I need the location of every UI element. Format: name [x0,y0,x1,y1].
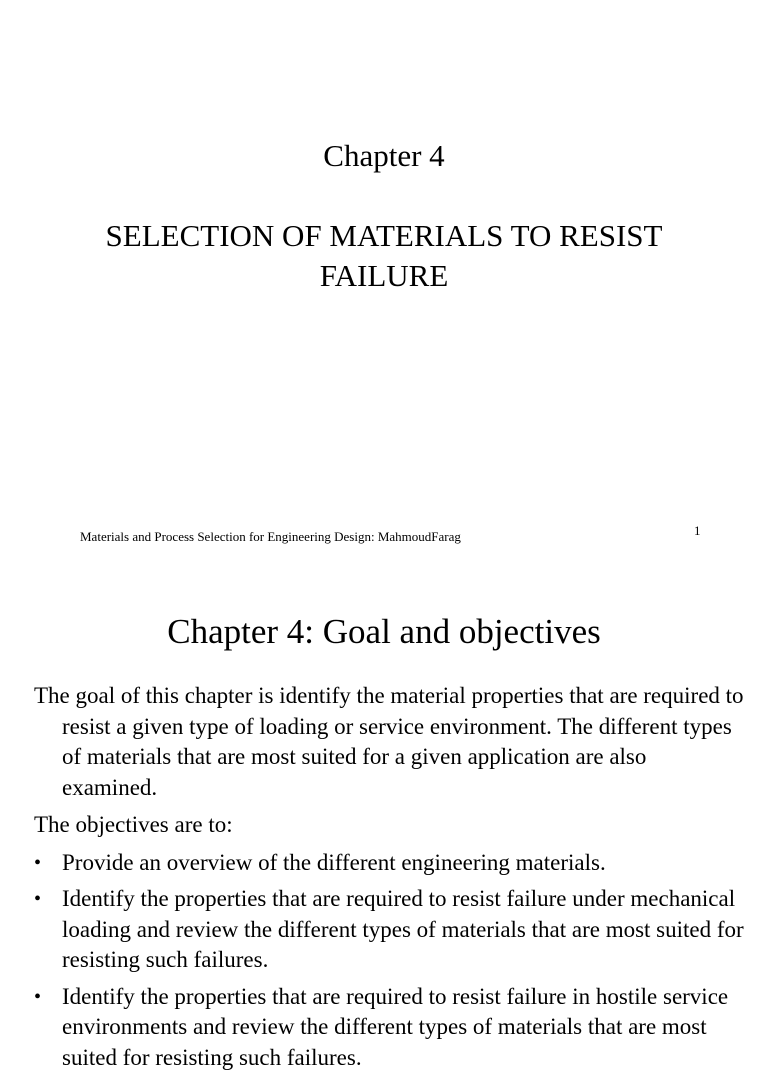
slide-title: SELECTION OF MATERIALS TO RESIST FAILURE [105,218,663,293]
objective-item [34,982,744,1074]
bullet-icon: • [34,851,42,874]
slide-body [34,681,744,1079]
slide-footer: Materials and Process Selection for Engineering Design: MahmoudFarag [80,529,461,544]
chapter-label: Chapter 4 [323,138,445,173]
goal-paragraph: The goal of this chapter is identify the material properties that are required to resist a given type of loading or service environment. The different types of materials that are most suited for a given application are also examined. [34,683,744,800]
objective-item [34,884,744,976]
objective-text: Provide an overview of the different engineering materials. [62,849,606,875]
slide-2 [0,580,768,1070]
slide-title: Chapter 4: Goal and objectives [167,612,601,651]
bullet-icon: • [34,888,42,910]
objectives-list [34,848,744,1074]
objective-text: Identify the properties that are required to resist failure under mechanical loading and review the different types of materials that are most suited for resisting such failures. [62,886,744,972]
bullet-icon: • [34,985,42,1008]
objective-text: Identify the properties that are required to resist failure in hostile service environments and review the different types of materials that are most suited for resisting such failures. [62,983,729,1070]
page-number: 1 [694,523,701,538]
objectives-intro: The objectives are to: [34,812,233,837]
objective-item [34,848,744,879]
